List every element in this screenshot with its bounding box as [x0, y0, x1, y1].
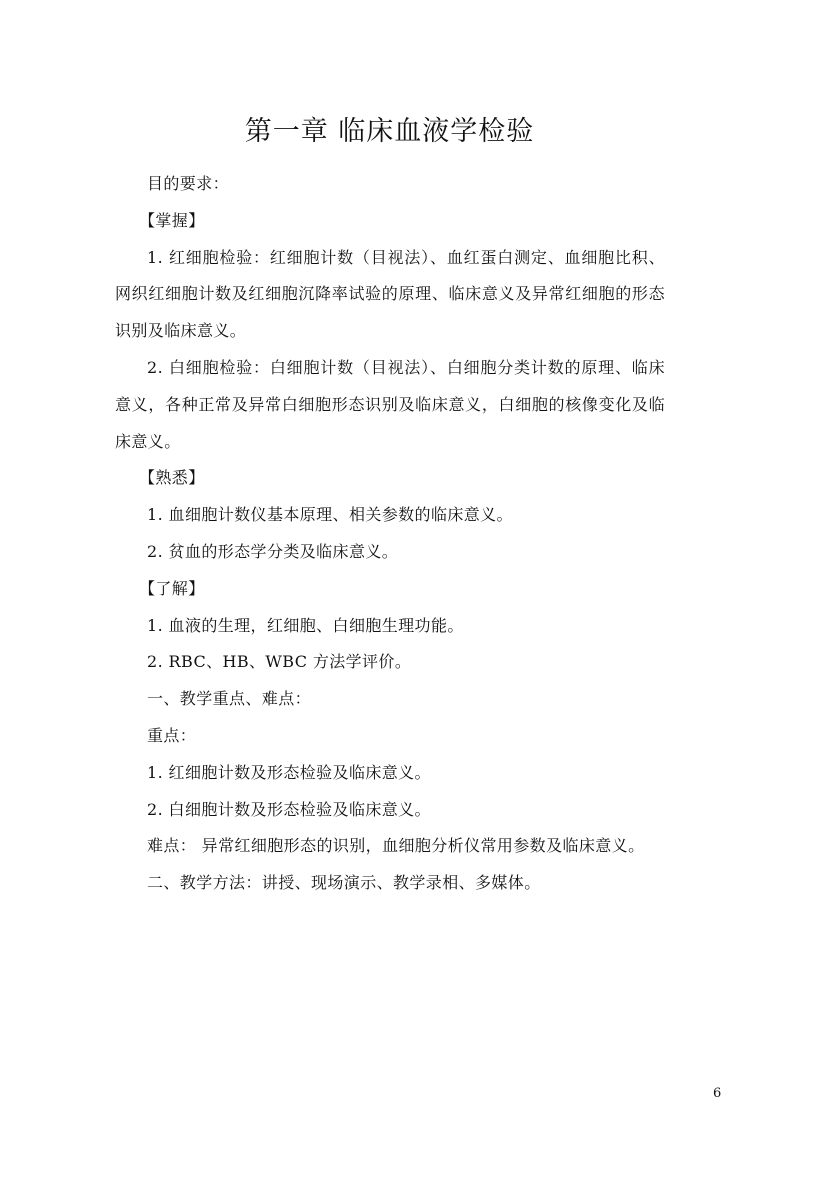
understand-item-1: 1. 血液的生理，红细胞、白细胞生理功能。 — [147, 615, 464, 635]
key-point-1: 1. 红细胞计数及形态检验及临床意义。 — [147, 762, 431, 782]
master-item-2: 2. 白细胞检验：白细胞计数（目视法）、白细胞分类计数的原理、临床意义，各种正常及异常白细胞形态识别及临床意义，白细胞的核像变化及临床意义。 — [115, 357, 665, 451]
teaching-methods: 二、教学方法：讲授、现场演示、教学录相、多媒体。 — [147, 873, 541, 893]
section-familiar-heading: 【熟悉】 — [139, 468, 205, 488]
page-number: 6 — [713, 1086, 722, 1101]
section-master-heading: 【掌握】 — [139, 210, 205, 230]
document-body — [115, 166, 665, 902]
master-item-1: 1. 红细胞检验：红细胞计数（目视法）、血红蛋白测定、血细胞比积、网织红细胞计数及红细胞沉降率试验的原理、临床意义及异常红细胞的形态识别及临床意义。 — [115, 247, 665, 341]
familiar-item-1: 1. 血细胞计数仪基本原理、相关参数的临床意义。 — [147, 505, 513, 525]
understand-item-2: 2. RBC、HB、WBC 方法学评价。 — [147, 652, 412, 672]
section-understand-heading: 【了解】 — [139, 578, 205, 598]
difficult-points: 难点： 异常红细胞形态的识别，血细胞分析仪常用参数及临床意义。 — [147, 836, 645, 856]
key-points-label: 重点： — [147, 725, 197, 745]
key-point-2: 2. 白细胞计数及形态检验及临床意义。 — [147, 799, 431, 819]
objectives-label: 目的要求： — [147, 174, 230, 193]
familiar-item-2: 2. 贫血的形态学分类及临床意义。 — [147, 541, 399, 561]
page-title: 第一章 临床血液学检验 — [244, 116, 535, 147]
key-points-heading: 一、教学重点、难点： — [147, 689, 312, 709]
